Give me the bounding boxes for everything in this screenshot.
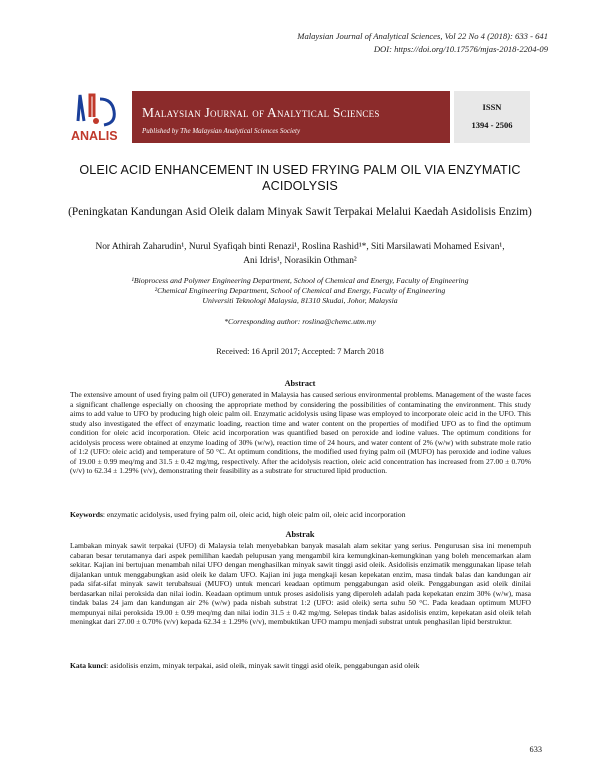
journal-publisher: Published by The Malaysian Analytical Sciences Society — [142, 127, 301, 135]
logo-wordmark: ANALIS — [71, 129, 118, 143]
abstract-text: The extensive amount of used frying palm oil (UFO) generated in Malaysia has caused serious environmental problems. Management of the waste faces a significant challenge especially on choosing the appropriate method by considering the possibilities of contaminating the environment. This study aims to add value to UFO by producing high oleic palm oil. Enzymatic acidolysis using lipase was employed to incorporate oleic acid in the UFO. This study also investigated the effect of enzymatic loading, reaction time and water content on the properties of modified UFO as to find the optimum condition for oleic acid incorporation. Oleic acid incorporation was quantified based on peroxide and iodine values. The optimum conditions for acidolysis process were obtained at enzyme loading of 30% (w/w), reaction time of 24 hours, and water content of 2% (w/w) with substrate mole ratio of 1:2 (UFO: oleic acid) and temperature of 50 °C. At optimum conditions, the modified used frying palm oil (MUFO) has peroxide and iodine values of 19.00 ± 0.99 meq/mg and 31.5 ± 0.42 mg/mg, respectively. After the acidolysis reaction, oleic acid concentration has increased from 27.00 ± 0.70% (v/v) to 62.34 ± 1.29% (v/v), demonstrating their feasibility as a substrate for structured lipid production. — [70, 390, 531, 476]
abstrak-text: Lambakan minyak sawit terpakai (UFO) di Malaysia telah menyebabkan banyak masalah alam sekitar yang serius. Pengurusan sisa ini menempuh cabaran besar terutamanya dari aspek pemilihan kaedah pelupusan yang mengambil kira kemungkinan-kemungkinan yang boleh mencemarkan alam sekitar. Kajian ini bertujuan menambah nilai UFO dengan menghasilkan minyak sawit tinggi asid oleik. Asidolisis enzimatik menggunakan lipase telah dijalankan untuk menggabungkan asid oleik ke dalam UFO. Kajian ini juga mengkaji kesan kepekatan enzim, masa tindak balas dan kandungan air pada sifat-sifat minyak sawit terubahsuai (MUFO) untuk mencari keadaan optimum penggabungan asid oleik. Penggabungan asid oleik dinilai berdasarkan nilai peroksida dan nilai iodin. Keadaan optimum untuk proses asidolisis yang diperoleh adalah pada kepekatan enzim 30% (w/w), masa tindak balas 24 jam dan kandungan air 2% (w/w) pada nisbah substrat 1:2 (UFO: asid oleik) serta suhu 50 °C. Pada keadaan optimum MUFO mempunyai nilai peroksida 19.00 ± 0.99 meq/mg dan nilai iodin 31.5 ± 0.42 mg/mg. Selepas tindak balas asidolisis enzim, kepekatan asid oleik telah meningkat dari 27.00 ± 0.70% (v/v) kepada 62.34 ± 1.29% (v/v), membuktikan UFO mampu menjadi substrat untuk penghasilan lipid berstruktur. — [70, 541, 531, 627]
issn-box — [454, 91, 530, 143]
author-list — [60, 240, 540, 268]
journal-title: Malaysian Journal of Analytical Sciences — [142, 105, 380, 120]
authors-line-2: Ani Idris¹, Norasikin Othman² — [243, 256, 357, 266]
banner-title-bar — [132, 91, 450, 143]
journal-header — [297, 30, 548, 56]
abstract-heading: Abstract — [284, 379, 316, 388]
issn-value: 1394 - 2506 — [471, 120, 513, 130]
affiliation-2: ²Chemical Engineering Department, School of Chemical and Energy, Faculty of Engineering — [154, 286, 446, 295]
kata-kunci-text: : asidolisis enzim, minyak terpakai, asid oleik, minyak sawit tinggi asid oleik, penggabungan asid oleik — [106, 661, 420, 670]
journal-doi[interactable]: DOI: https://doi.org/10.17576/mjas-2018-2204-09 — [373, 44, 548, 54]
abstrak-heading: Abstrak — [285, 530, 315, 539]
received-dates: Received: 16 April 2017; Accepted: 7 March 2018 — [216, 347, 384, 356]
keywords-line — [70, 510, 530, 520]
kata-kunci-label: Kata kunci — [70, 661, 107, 670]
article-subtitle: (Peningkatan Kandungan Asid Oleik dalam Minyak Sawit Terpakai Melalui Kaedah Asidolisis Enzim) — [68, 206, 532, 218]
keywords-text: : enzymatic acidolysis, used frying palm oil, oleic acid, high oleic palm oil, oleic acid incorporation — [102, 510, 406, 519]
corresponding-author: *Corresponding author: roslina@chemc.utm.my — [224, 317, 376, 326]
authors-line-1: Nor Athirah Zaharudin¹, Nurul Syafiqah binti Renazi¹, Roslina Rashid¹*, Siti Marsilawati Mohamed Esivan¹, — [95, 242, 505, 252]
article-title: OLEIC ACID ENHANCEMENT IN USED FRYING PALM OIL VIA ENZYMATIC ACIDOLYSIS — [79, 163, 521, 193]
affiliation-3: Universiti Teknologi Malaysia, 81310 Skudai, Johor, Malaysia — [202, 296, 398, 305]
issn-label: ISSN — [482, 102, 502, 112]
journal-citation: Malaysian Journal of Analytical Sciences, Vol 22 No 4 (2018): 633 - 641 — [297, 31, 548, 41]
kata-kunci-line — [70, 661, 530, 671]
journal-banner — [70, 91, 530, 143]
keywords-label: Keywords — [70, 510, 103, 519]
affiliation-1: ¹Bioprocess and Polymer Engineering Department, School of Chemical and Energy, Faculty of Engineering — [131, 276, 469, 285]
analis-logo — [70, 91, 128, 143]
page-number: 633 — [529, 745, 542, 754]
affiliations — [80, 276, 520, 306]
